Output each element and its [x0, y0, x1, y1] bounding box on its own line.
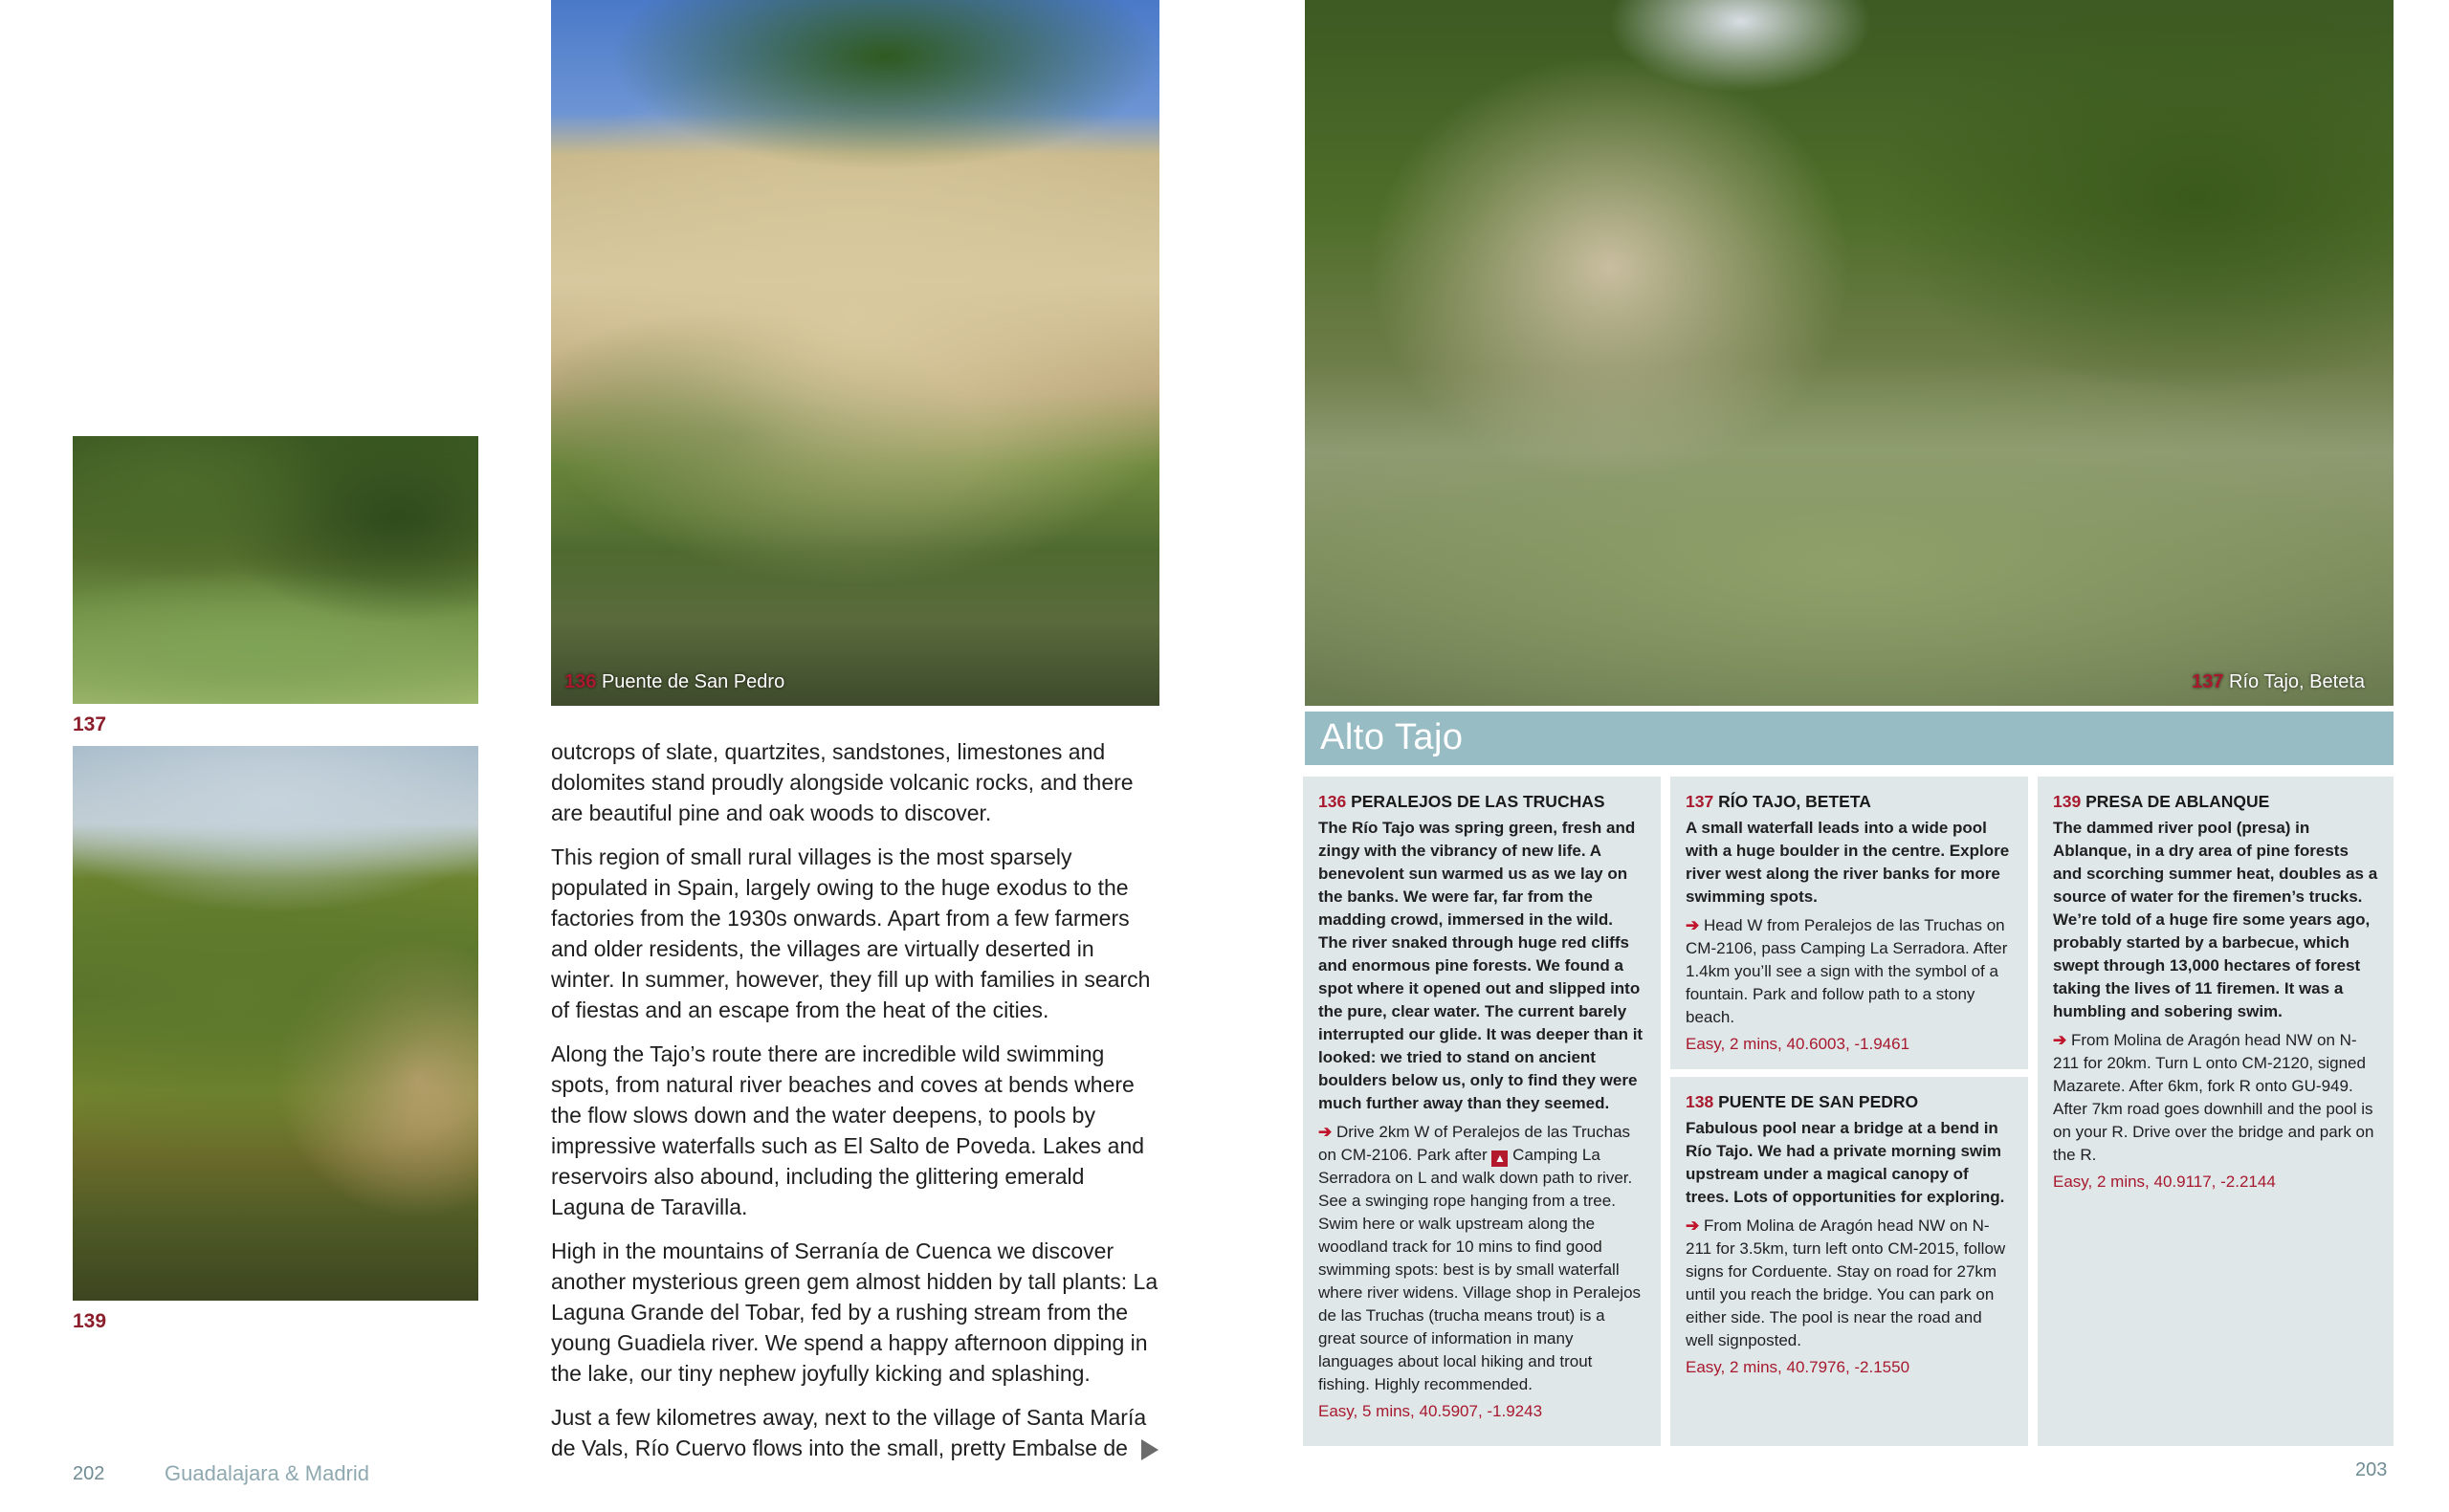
- arrow-right-icon: ➔: [1318, 1123, 1333, 1141]
- photo-swimmer-pool: [73, 436, 478, 704]
- entry-directions: [1318, 1121, 1645, 1396]
- directions-text: From Molina de Aragón head NW on N-211 for 3.5km, turn left onto CM-2015, follow signs for Corduente. Stay on road for 27km until you reach the bridge. You can park on either side. The pool is near the road and well signposted.: [1686, 1216, 2006, 1349]
- continue-arrow-icon[interactable]: [1141, 1439, 1158, 1460]
- entry-box-136: [1303, 777, 1661, 1446]
- page-number-left: 202: [73, 1463, 105, 1484]
- directions-text: Camping La Serradora on L and walk down path to river. See a swinging rope hanging from a tree. Swim here or walk upstream along the woodland track for 10 mins to find good swimming spots: best is by small waterfall where river widens. Village shop in Peralejos de las Truchas (trucha means trout) is a great source of information in many languages about local hiking and trout fishing. Highly recommended.: [1318, 1146, 1642, 1393]
- entry-title: [1686, 1090, 2013, 1113]
- entry-directions: [2053, 1029, 2378, 1167]
- section-banner: [1305, 712, 2394, 765]
- photo-caption: [2192, 671, 2365, 693]
- directions-text: Head W from Peralejos de las Truchas on CM-2106, pass Camping La Serradora. After 1.4km you’ll see a sign with the symbol of a fountain. Park and follow path to a stony beach.: [1686, 916, 2008, 1026]
- caption-number: 137: [2192, 671, 2224, 692]
- entry-box-139: [2038, 777, 2394, 1446]
- entry-coords: Easy, 2 mins, 40.9117, -2.2144: [2053, 1172, 2276, 1191]
- footer-region: Guadalajara & Madrid: [165, 1461, 370, 1485]
- entry-description: Fabulous pool near a bridge at a bend in Río Tajo. We had a private morning swim upstream under a magical canopy of trees. Lots of opportunities for exploring.: [1686, 1119, 2005, 1206]
- section-title: Alto Tajo: [1320, 717, 1464, 757]
- entry-coords: Easy, 2 mins, 40.6003, -1.9461: [1686, 1035, 1910, 1053]
- body-paragraph: Along the Tajo’s route there are incredible wild swimming spots, from natural river beaches and coves at bends where the flow slows down and the water deepens, to pools by impressive waterfalls such as El Salto de Poveda. Lakes and reservoirs also abound, including the glittering emerald Laguna de Taravilla.: [551, 1041, 1145, 1219]
- entry-number: 137: [1686, 792, 1714, 811]
- entry-description: A small waterfall leads into a wide pool with a huge boulder in the centre. Explore river west along the river banks for more swimming spots.: [1686, 819, 2010, 906]
- arrow-right-icon: ➔: [2053, 1031, 2067, 1049]
- entry-title: [1318, 790, 1645, 813]
- photo-cliff-river: [551, 0, 1159, 706]
- caption-text: Río Tajo, Beteta: [2229, 671, 2365, 692]
- entry-name: PERALEJOS DE LAS TRUCHAS: [1351, 792, 1605, 811]
- entry-coords: Easy, 2 mins, 40.7976, -2.1550: [1686, 1358, 1910, 1376]
- arrow-right-icon: ➔: [1686, 1216, 1700, 1235]
- photo-boulder-diver: [1305, 0, 2394, 706]
- photo-hillside-lake: [73, 746, 478, 1301]
- photo-number-139: 139: [73, 1310, 107, 1332]
- caption-text: Puente de San Pedro: [601, 671, 785, 692]
- body-paragraph: outcrops of slate, quartzites, sandstones, limestones and dolomites stand proudly alongside volcanic rocks, and there are beautiful pine and oak woods to discover.: [551, 739, 1134, 825]
- entry-number: 136: [1318, 792, 1347, 811]
- entry-directions: [1686, 914, 2013, 1029]
- body-paragraph: High in the mountains of Serranía de Cuenca we discover another mysterious green gem almost hidden by tall plants: La Laguna Grande del Tobar, fed by a rushing stream from the young Guadiela river. We spend a happy afternoon dipping in the lake, our tiny nephew joyfully kicking and splashing.: [551, 1238, 1158, 1386]
- entry-name: RÍO TAJO, BETETA: [1718, 792, 1871, 811]
- directions-text: Drive 2km W of Peralejos de las Truchas on CM-2106. Park after: [1318, 1123, 1631, 1164]
- photo-caption: [564, 671, 784, 693]
- entry-number: 139: [2053, 792, 2082, 811]
- photo-number-137: 137: [73, 713, 107, 735]
- body-paragraph-last: [551, 1402, 1163, 1463]
- camping-icon: ▲: [1491, 1150, 1508, 1167]
- entry-coords: Easy, 5 mins, 40.5907, -1.9243: [1318, 1402, 1543, 1420]
- entry-name: PUENTE DE SAN PEDRO: [1718, 1092, 1919, 1111]
- body-paragraph: Just a few kilometres away, next to the village of Santa María de Vals, Río Cuervo flows into the small, pretty Embalse de: [551, 1405, 1147, 1460]
- page-number-right: 203: [2355, 1459, 2388, 1480]
- entry-description: The Río Tajo was spring green, fresh and zingy with the vibrancy of new life. A benevolent sun warmed us as we lay on the banks. We were far, far from the madding crowd, immersed in the wild. The river snaked through huge red cliffs and enormous pine forests. We found a spot where it opened out and slipped into the pure, clear water. The current barely interrupted our glide. It was deeper than it looked: we tried to stand on ancient boulders below us, only to find they were much further away than they seemed.: [1318, 819, 1644, 1112]
- caption-number: 136: [564, 671, 597, 692]
- entry-box-138: [1670, 1077, 2028, 1446]
- entry-description: The dammed river pool (presa) in Ablanque, in a dry area of pine forests and scorching summer heat, doubles as a source of water for the firemen’s trucks. We’re told of a huge fire some years ago, probably started by a barbecue, which swept through 13,000 hectares of forest taking the lives of 11 firemen. It was a humbling and sobering swim.: [2053, 819, 2378, 1020]
- arrow-right-icon: ➔: [1686, 916, 1700, 934]
- entry-box-137: [1670, 777, 2028, 1069]
- entry-title: [1686, 790, 2013, 813]
- body-text: [551, 736, 1163, 1477]
- entry-number: 138: [1686, 1092, 1714, 1111]
- entry-title: [2053, 790, 2378, 813]
- body-paragraph: This region of small rural villages is the most sparsely populated in Spain, largely owing to the huge exodus to the factories from the 1930s onwards. Apart from a few farmers and older residents, the villages are virtually deserted in winter. In summer, however, they fill up with families in search of fiestas and an escape from the heat of the cities.: [551, 844, 1151, 1022]
- entry-name: PRESA DE ABLANQUE: [2085, 792, 2270, 811]
- directions-text: From Molina de Aragón head NW on N-211 for 20km. Turn L onto CM-2120, signed Mazarete. After 6km, fork R onto GU-949. After 7km road goes downhill and the pool is on your R. Drive over the bridge and park on the R.: [2053, 1031, 2374, 1164]
- entry-directions: [1686, 1215, 2013, 1352]
